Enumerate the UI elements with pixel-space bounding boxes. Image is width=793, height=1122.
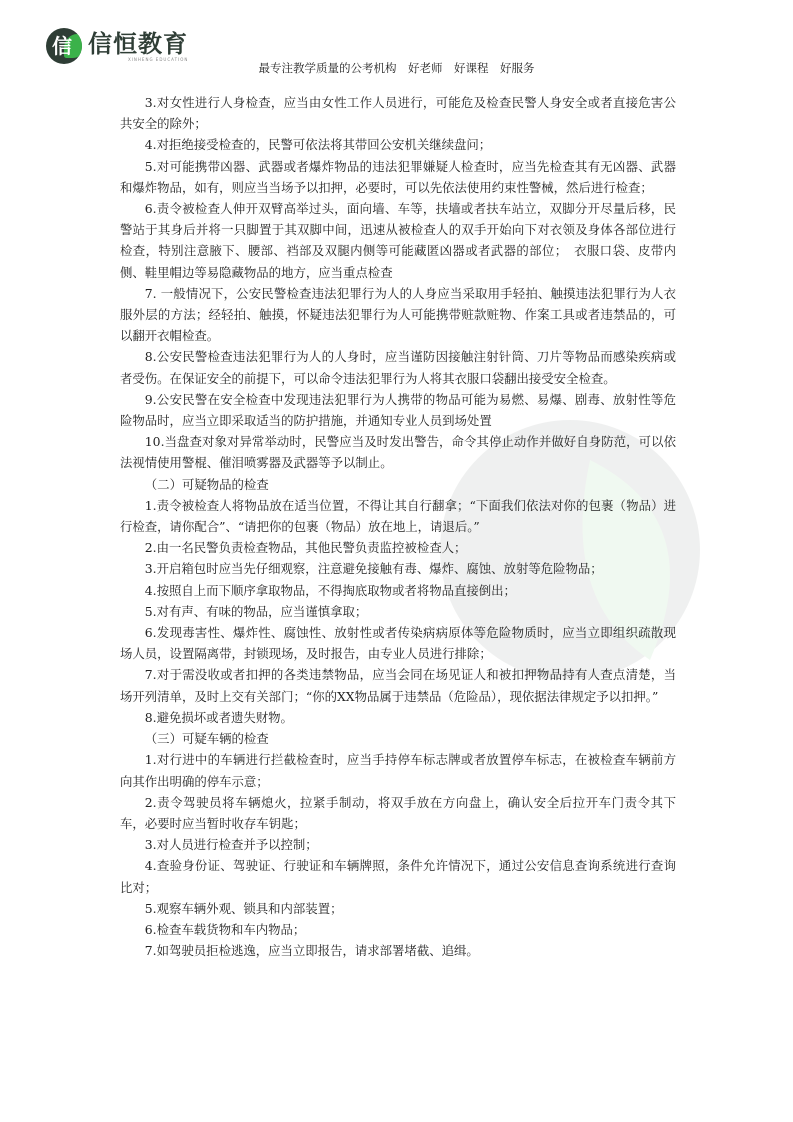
page-header (0, 0, 793, 80)
logo-subtitle: XINHENG EDUCATION (128, 56, 189, 62)
paragraph: 5.对有声、有味的物品，应当谨慎拿取； (144, 603, 368, 619)
paragraph: 5.对可能携带凶器、武器或者爆炸物品的违法犯罪嫌疑人检查时，应当先检查其有无凶器、武器和爆炸物品，如有，则应当当场予以扣押，必要时，可以先依法使用约束性警械，然后进行检查； (120, 158, 676, 195)
paragraph: 7.如驾驶员拒检逃逸，应当立即报告，请求部署堵截、追缉。 (144, 943, 479, 959)
paragraph: 1.对行进中的车辆进行拦截检查时，应当手持停车标志牌或者放置停车标志，在被检查车辆前方向其作出明确的停车示意； (120, 752, 676, 789)
logo-glyph: 信 (52, 34, 72, 58)
paragraph: 4.按照自上而下顺序拿取物品，不得掏底取物或者将物品直接倒出； (144, 582, 516, 598)
paragraph: 5.观察车辆外观、锁具和内部装置； (144, 900, 343, 916)
paragraph: 1.责令被检查人将物品放在适当位置，不得让其自行翻拿；“下面我们依法对你的包裹（物品）进行检查，请你配合”、“请把你的包裹（物品）放在地上，请退后。” (120, 497, 676, 535)
paragraph: 7. 一般情况下，公安民警检查违法犯罪行为人的人身应当采取用手轻拍、触摸违法犯罪行为人衣服外层的方法；经轻拍、触摸，怀疑违法犯罪行为人可能携带赃款赃物、作案工具或者违禁品的，可以翻开衣帽检查。 (120, 285, 676, 344)
paragraph: 3.对人员进行检查并予以控制； (144, 837, 318, 853)
paragraph: 8.公安民警检查违法犯罪行为人的人身时，应当谨防因接触注射针筒、刀片等物品而感染疾病或者受伤。在保证安全的前提下，可以命令违法犯罪行为人将其衣服口袋翻出接受安全检查。 (120, 349, 676, 386)
section-heading: （二）可疑物品的检查 (144, 476, 269, 492)
section-heading: （三）可疑车辆的检查 (144, 731, 269, 747)
logo-emblem-icon (46, 28, 82, 64)
paragraph: 3.开启箱包时应当先仔细观察，注意避免接触有毒、爆炸、腐蚀、放射等危险物品； (144, 561, 603, 577)
logo-name: 信恒教育 (88, 29, 188, 58)
paragraph: 2.责令驾驶员将车辆熄火，拉紧手制动，将双手放在方向盘上，确认安全后拉开车门责令其下车，必要时应当暂时收存车钥匙； (120, 794, 676, 831)
paragraph: 9.公安民警在安全检查中发现违法犯罪行为人携带的物品可能为易燃、易爆、剧毒、放射性等危险物品时，应当立即采取适当的防护措施，并通知专业人员到场处置 (120, 391, 676, 429)
paragraph: 8.避免损坏或者遗失财物。 (144, 709, 293, 725)
paragraph: 2.由一名民警负责检查物品，其他民警负责监控被检查人； (144, 540, 467, 556)
brand-logo (46, 28, 188, 64)
paragraph: 4.对拒绝接受检查的，民警可依法将其带回公安机关继续盘问； (144, 137, 492, 153)
paragraph: 6.发现毒害性、爆炸性、腐蚀性、放射性或者传染病病原体等危险物质时，应当立即组织疏散现场人员，设置隔离带，封锁现场，及时报告，由专业人员进行排除； (120, 625, 676, 662)
logo-text (88, 31, 188, 62)
paragraph: 10.当盘查对象对异常举动时，民警应当及时发出警告，命令其停止动作并做好自身防范，可以依法视情使用警棍、催泪喷雾器及武器等予以制止。 (120, 434, 676, 471)
document-body (120, 92, 676, 961)
header-slogan: 最专注教学质量的公考机构 好老师 好课程 好服务 (258, 61, 535, 75)
paragraph: 3.对女性进行人身检查，应当由女性工作人员进行，可能危及检查民警人身安全或者直接危害公共安全的除外； (120, 95, 676, 132)
paragraph: 6.检查车载货物和车内物品； (144, 921, 306, 937)
paragraph: 4.查验身份证、驾驶证、行驶证和车辆牌照，条件允许情况下，通过公安信息查询系统进行查询比对； (120, 858, 676, 895)
paragraph: 7.对于需没收或者扣押的各类违禁物品，应当会同在场见证人和被扣押物品持有人查点清楚，当场开列清单，及时上交有关部门；“你的XX物品属于违禁品（危险品），现依据法律规定予以扣押。” (120, 667, 676, 704)
paragraph: 6.责令被检查人伸开双臂高举过头，面向墙、车等，扶墙或者扶车站立，双脚分开尽量后移，民警站于其身后并将一只脚置于其双脚中间，迅速从被检查人的双手开始向下对衣领及身体各部位进行检查，特别注意腋下、腰部、裆部及双腿内侧等可能藏匿凶器或者武器的部位； 衣服口袋、皮带内侧、鞋里帽边等易隐藏物品的地方，应当重点检查 (120, 201, 676, 280)
